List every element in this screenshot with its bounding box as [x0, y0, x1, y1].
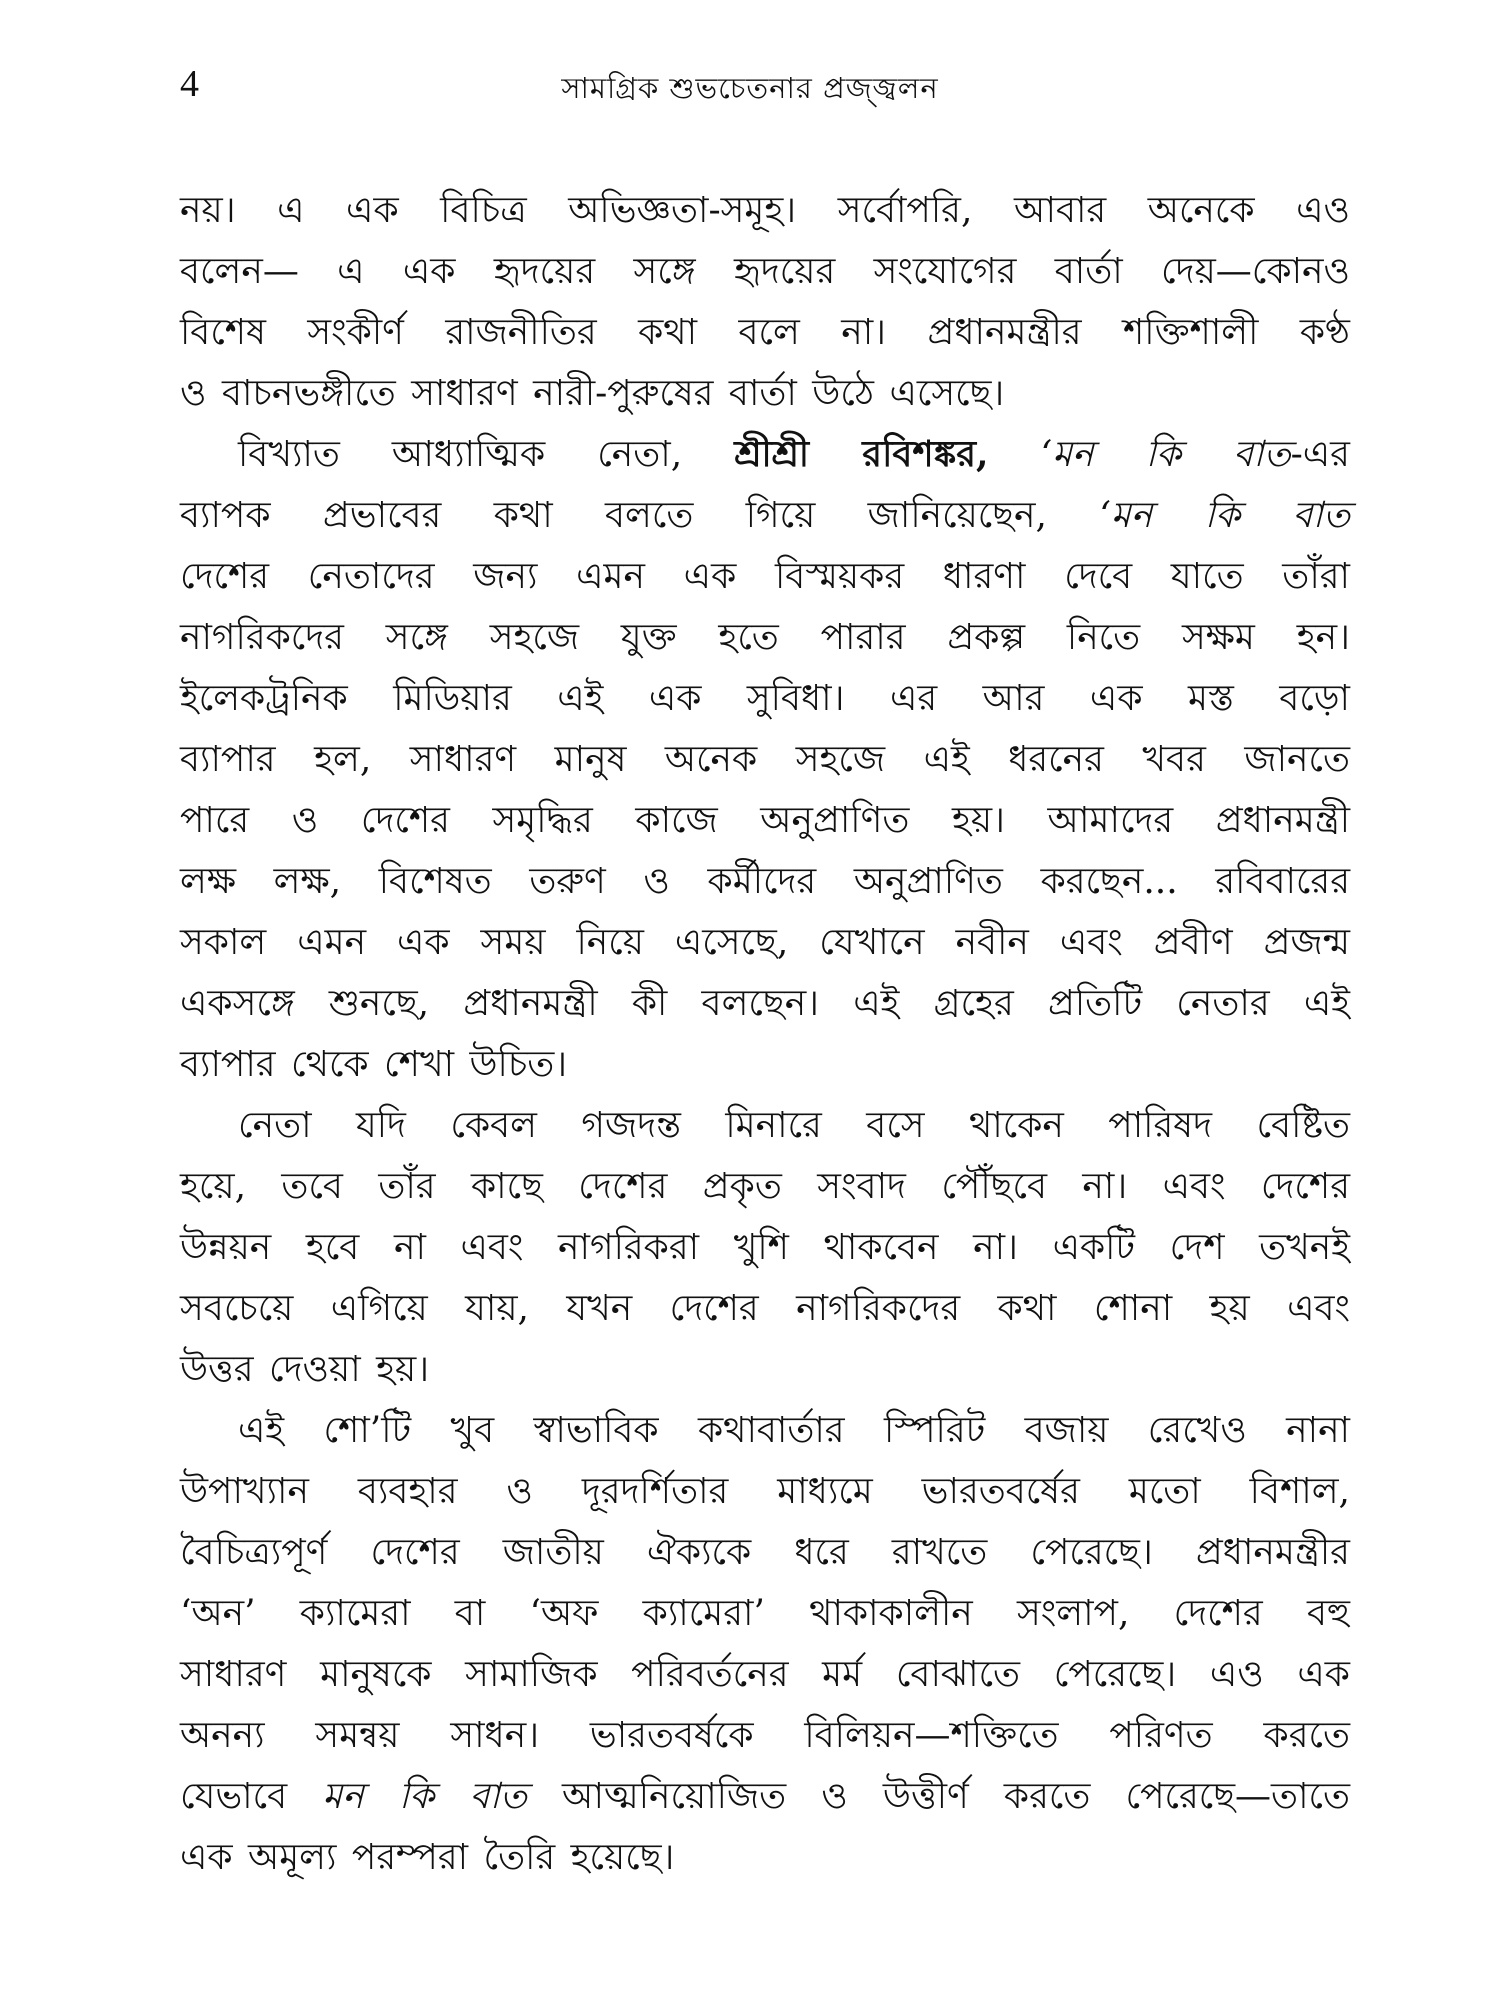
text-run: বিখ্যাত আধ্যাত্মিক নেতা, — [238, 434, 735, 475]
paragraph-1 — [180, 180, 1350, 424]
text-line: এক অমূল্য পরম্পরা তৈরি হয়েছে। — [180, 1837, 675, 1878]
italic-title: ‘মন কি বাত — [988, 434, 1291, 475]
text-line: সবচেয়ে এগিয়ে যায়, যখন দেশের নাগরিকদের কথা শোনা হয় এবং — [180, 1288, 1350, 1329]
italic-title: মন কি বাত — [322, 1776, 527, 1817]
text-line: ও বাচনভঙ্গীতে সাধারণ নারী-পুরুষের বার্তা উঠে এসেছে। — [180, 373, 1005, 414]
text-line — [180, 1766, 1350, 1827]
text-line: সকাল এমন এক সময় নিয়ে এসেছে, যেখানে নবীন এবং প্রবীণ প্রজন্ম — [180, 922, 1350, 963]
text-line: দেশের নেতাদের জন্য এমন এক বিস্ময়কর ধারণা দেবে যাতে তাঁরা — [180, 556, 1350, 597]
paragraph-4 — [180, 1400, 1350, 1888]
text-line: ‘অন’ ক্যামেরা বা ‘অফ ক্যামেরা’ থাকাকালীন সংলাপ, দেশের বহু — [180, 1593, 1350, 1634]
text-line: হয়ে, তবে তাঁর কাছে দেশের প্রকৃত সংবাদ পৌঁছবে না। এবং দেশের — [180, 1166, 1350, 1207]
text-run: যেভাবে — [180, 1776, 323, 1817]
text-run: আত্মনিয়োজিত ও উত্তীর্ণ করতে পেরেছে—তাতে — [526, 1776, 1350, 1817]
text-line: ব্যাপার থেকে শেখা উচিত। — [180, 1044, 568, 1085]
text-line: উপাখ্যান ব্যবহার ও দূরদর্শিতার মাধ্যমে ভারতবর্ষের মতো বিশাল, — [180, 1471, 1350, 1512]
text-line: উন্নয়ন হবে না এবং নাগরিকরা খুশি থাকবেন না। একটি দেশ তখনই — [180, 1227, 1350, 1268]
text-line: নাগরিকদের সঙ্গে সহজে যুক্ত হতে পারার প্রকল্প নিতে সক্ষম হন। — [180, 617, 1350, 658]
bold-name: শ্রীশ্রী রবিশঙ্কর, — [734, 433, 989, 475]
text-line: নয়। এ এক বিচিত্র অভিজ্ঞতা-সমূহ। সর্বোপরি, আবার অনেকে এও — [180, 190, 1350, 231]
body-text — [180, 180, 1350, 1888]
text-line: পারে ও দেশের সমৃদ্ধির কাজে অনুপ্রাণিত হয়। আমাদের প্রধানমন্ত্রী — [180, 800, 1350, 841]
text-run: -এর — [1290, 434, 1350, 475]
italic-title: ‘মন কি বাত — [1099, 495, 1350, 536]
text-line: নেতা যদি কেবল গজদন্ত মিনারে বসে থাকেন পারিষদ বেষ্টিত — [238, 1105, 1350, 1146]
text-line: সাধারণ মানুষকে সামাজিক পরিবর্তনের মর্ম বোঝাতে পেরেছে। এও এক — [180, 1654, 1350, 1695]
text-line: লক্ষ লক্ষ, বিশেষত তরুণ ও কর্মীদের অনুপ্রাণিত করছেন... রবিবারের — [180, 861, 1350, 902]
text-line: উত্তর দেওয়া হয়। — [180, 1349, 430, 1390]
paragraph-3 — [180, 1095, 1350, 1400]
paragraph-2 — [180, 424, 1350, 1095]
page-number: 4 — [180, 63, 199, 105]
text-line: ব্যাপার হল, সাধারণ মানুষ অনেক সহজে এই ধরনের খবর জানতে — [180, 739, 1350, 780]
running-head: সামগ্রিক শুভচেতনার প্রজ্জ্বলন — [561, 71, 939, 105]
text-line: এই শো’টি খুব স্বাভাবিক কথাবার্তার স্পিরিট বজায় রেখেও নানা — [238, 1410, 1350, 1451]
text-line: বলেন— এ এক হৃদয়ের সঙ্গে হৃদয়ের সংযোগের বার্তা দেয়—কোনও — [180, 251, 1350, 292]
text-line: বিশেষ সংকীর্ণ রাজনীতির কথা বলে না। প্রধানমন্ত্রীর শক্তিশালী কণ্ঠ — [180, 312, 1350, 353]
text-run: ব্যাপক প্রভাবের কথা বলতে গিয়ে জানিয়েছেন, — [180, 495, 1100, 536]
text-line: বৈচিত্র্যপূর্ণ দেশের জাতীয় ঐক্যকে ধরে রাখতে পেরেছে। প্রধানমন্ত্রীর — [180, 1532, 1350, 1573]
text-line — [180, 424, 1350, 485]
text-line — [180, 485, 1350, 546]
text-line: অনন্য সমন্বয় সাধন। ভারতবর্ষকে বিলিয়ন—শক্তিতে পরিণত করতে — [180, 1715, 1350, 1756]
text-line: ইলেকট্রনিক মিডিয়ার এই এক সুবিধা। এর আর এক মস্ত বড়ো — [180, 678, 1350, 719]
text-line: একসঙ্গে শুনছে, প্রধানমন্ত্রী কী বলছেন। এই গ্রহের প্রতিটি নেতার এই — [180, 983, 1350, 1024]
